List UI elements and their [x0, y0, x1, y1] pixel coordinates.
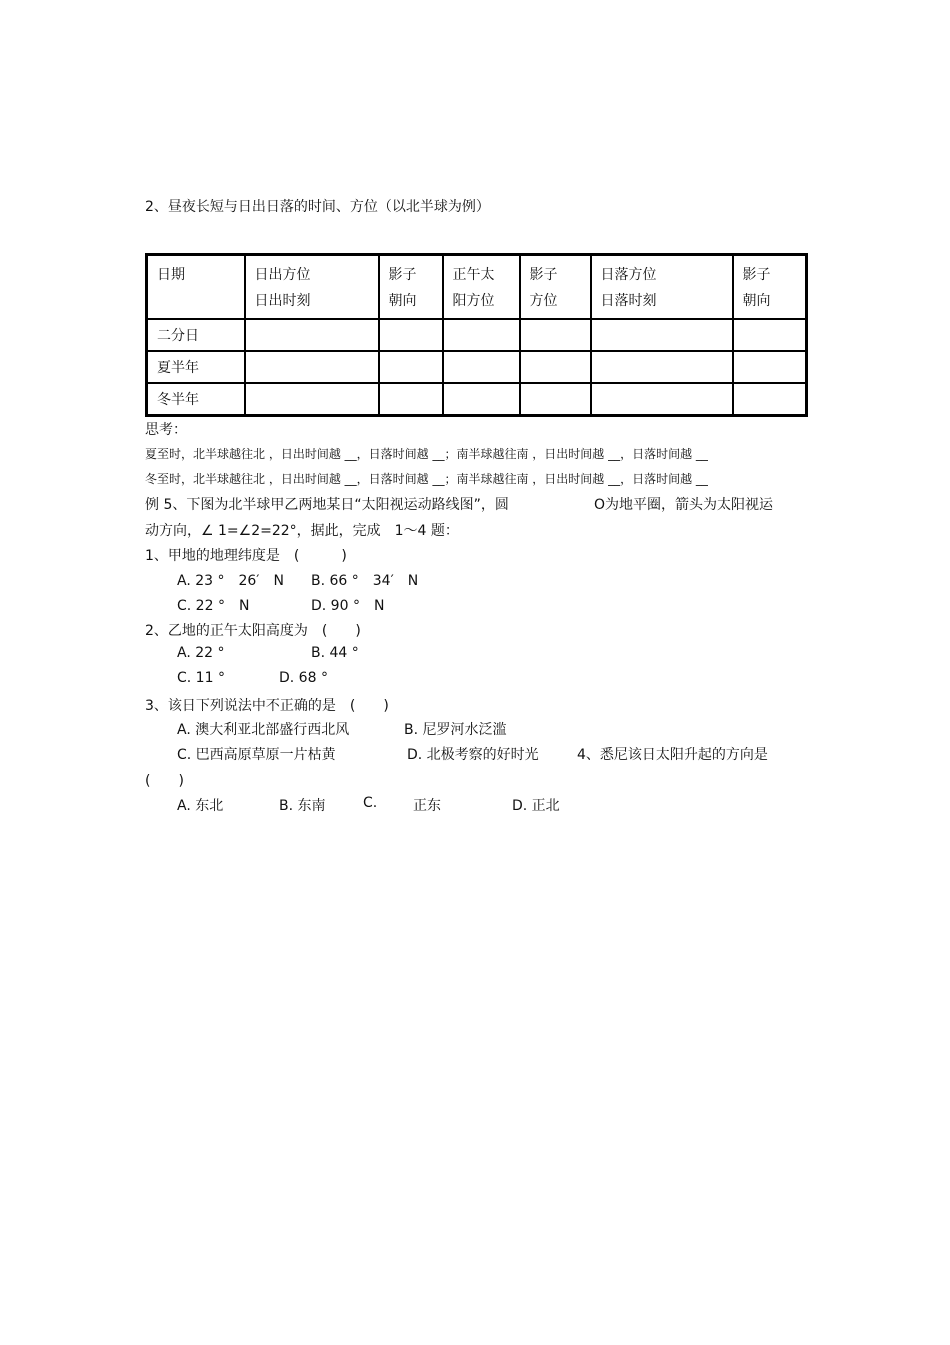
blank-cell[interactable] [520, 351, 591, 383]
blank-cell[interactable] [591, 319, 733, 351]
blank-cell[interactable] [443, 383, 520, 416]
q4-option-a[interactable]: A. 东北 [177, 798, 224, 814]
q1-option-b[interactable]: B. 66 ° 34′ N [311, 573, 419, 589]
q4-option-d[interactable]: D. 正北 [512, 798, 560, 814]
q4-option-c-text[interactable]: 正东 [413, 798, 441, 814]
question-2-stem: 2、乙地的正午太阳高度为 ( ) [145, 623, 361, 639]
blank-cell[interactable] [245, 319, 379, 351]
question-1-stem: 1、甲地的地理纬度是 ( ) [145, 548, 347, 564]
question-3-stem: 3、该日下列说法中不正确的是 ( ) [145, 698, 389, 714]
header-cell: 正午太 阳方位 [443, 255, 520, 320]
row-label: 夏半年 [147, 351, 245, 383]
question-4-paren: ( ) [145, 773, 184, 789]
blank-cell[interactable] [520, 319, 591, 351]
think-line-summer: 夏至时，北半球越往北 ，日出时间越 __，日落时间越 __；南半球越往南 ，日出时间越 __，日落时间越 __ [145, 447, 708, 461]
blank-cell[interactable] [379, 383, 443, 416]
blank-cell[interactable] [733, 319, 807, 351]
q2-option-b[interactable]: B. 44 ° [311, 645, 359, 661]
q2-option-d[interactable]: D. 68 ° [279, 670, 328, 686]
blank-cell[interactable] [245, 383, 379, 416]
blank-cell[interactable] [245, 351, 379, 383]
think-line-winter: 冬至时，北半球越往北 ，日出时间越 __，日落时间越 __；南半球越往南 ，日出时间越 __，日落时间越 __ [145, 472, 708, 486]
q3-option-d[interactable]: D. 北极考察的好时光 [407, 747, 539, 763]
think-label: 思考： [145, 422, 187, 438]
q2-option-a[interactable]: A. 22 ° [177, 645, 225, 661]
header-cell: 影子 朝向 [733, 255, 807, 320]
table-header-row [147, 255, 807, 320]
blank-cell[interactable] [591, 383, 733, 416]
blank-cell[interactable] [520, 383, 591, 416]
section-title: 2、昼夜长短与日出日落的时间、方位（以北半球为例） [145, 199, 490, 215]
header-cell: 影子 朝向 [379, 255, 443, 320]
q4-option-b[interactable]: B. 东南 [279, 798, 326, 814]
example-line-2: 动方向，∠ 1=∠2=22°，据此，完成 1～4 题： [145, 523, 459, 539]
q1-option-d[interactable]: D. 90 ° N [311, 598, 385, 614]
table-row [147, 319, 807, 351]
q4-option-c-letter[interactable]: C. [363, 795, 378, 811]
sunrise-sunset-table [145, 253, 808, 417]
row-label: 冬半年 [147, 383, 245, 416]
blank-cell[interactable] [443, 351, 520, 383]
q3-option-b[interactable]: B. 尼罗河水泛滥 [404, 722, 507, 738]
q1-option-c[interactable]: C. 22 ° N [177, 598, 250, 614]
q3-option-c[interactable]: C. 巴西高原草原一片枯黄 [177, 747, 336, 763]
table-row [147, 383, 807, 416]
q3-option-a[interactable]: A. 澳大利亚北部盛行西北风 [177, 722, 350, 738]
header-cell: 影子 方位 [520, 255, 591, 320]
header-cell: 日出方位 日出时刻 [245, 255, 379, 320]
blank-cell[interactable] [443, 319, 520, 351]
row-label: 二分日 [147, 319, 245, 351]
header-cell: 日期 [147, 255, 245, 320]
q2-option-c[interactable]: C. 11 ° [177, 670, 225, 686]
blank-cell[interactable] [379, 319, 443, 351]
blank-cell[interactable] [733, 383, 807, 416]
table-row [147, 351, 807, 383]
header-cell: 日落方位 日落时刻 [591, 255, 733, 320]
blank-cell[interactable] [591, 351, 733, 383]
q1-option-a[interactable]: A. 23 ° 26′ N [177, 573, 284, 589]
question-4-stem: 4、悉尼该日太阳升起的方向是 [577, 747, 768, 763]
example-line-1b: O为地平圈，箭头为太阳视运 [594, 497, 774, 513]
blank-cell[interactable] [733, 351, 807, 383]
example-line-1a: 例 5、下图为北半球甲乙两地某日“太阳视运动路线图”，圆 [145, 497, 509, 513]
blank-cell[interactable] [379, 351, 443, 383]
